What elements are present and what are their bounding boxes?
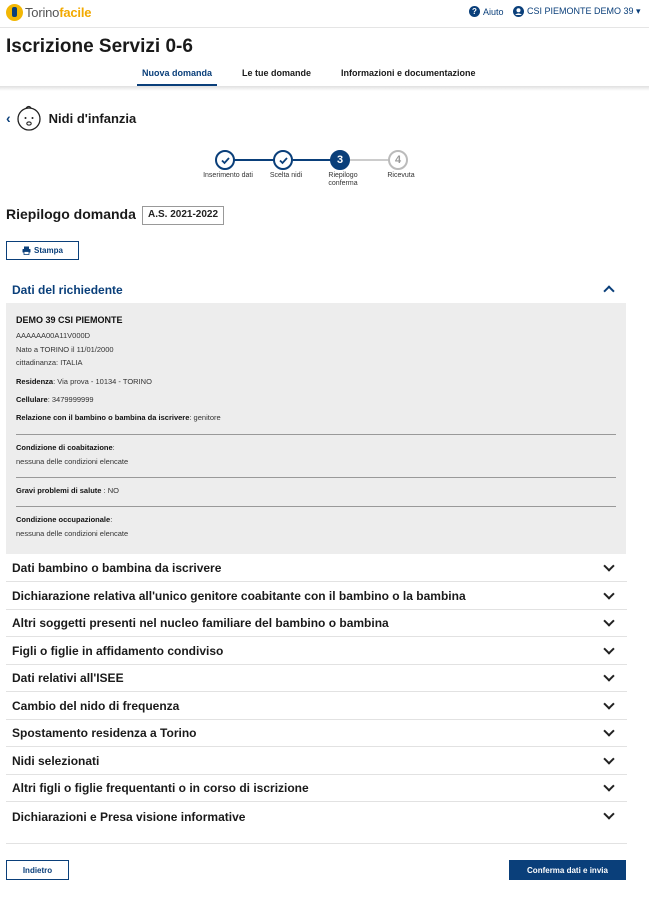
torino-logo-icon bbox=[6, 4, 23, 21]
chevron-down-icon bbox=[603, 560, 614, 571]
back-button[interactable]: Indietro bbox=[6, 860, 69, 880]
check-icon bbox=[220, 155, 231, 166]
accordion-label: Cambio del nido di frequenza bbox=[12, 699, 180, 713]
applicant-details-panel bbox=[6, 303, 626, 554]
accordion-affidamento[interactable] bbox=[6, 638, 627, 665]
accordion-label: Dati del richiedente bbox=[12, 282, 123, 297]
school-year-badge: A.S. 2021-2022 bbox=[142, 206, 224, 225]
chevron-down-icon bbox=[603, 588, 614, 599]
main-tabs bbox=[0, 64, 649, 86]
help-label: Aiuto bbox=[483, 6, 504, 17]
top-bar bbox=[0, 0, 649, 28]
step-label: Inserimento dati bbox=[203, 172, 253, 179]
tab-le-tue-domande[interactable]: Le tue domande bbox=[242, 68, 312, 78]
baby-face-icon bbox=[15, 104, 43, 132]
accordion-label: Dati bambino o bambina da iscrivere bbox=[12, 561, 222, 575]
chevron-down-icon bbox=[603, 808, 614, 819]
check-icon bbox=[278, 155, 289, 166]
divider bbox=[6, 843, 627, 844]
applicant-name: DEMO 39 CSI PIEMONTE bbox=[16, 315, 123, 325]
print-label: Stampa bbox=[34, 246, 63, 255]
step-3-circle: 3 bbox=[330, 150, 350, 170]
step-1-circle bbox=[215, 150, 235, 170]
residence: Residenza: Via prova - 10134 - TORINO bbox=[16, 377, 152, 386]
cohabitation-value: nessuna delle condizioni elencate bbox=[16, 457, 129, 466]
accordion-label: Nidi selezionati bbox=[12, 754, 100, 768]
accordion-spostamento-residenza[interactable] bbox=[6, 720, 627, 747]
divider bbox=[16, 506, 616, 507]
chevron-down-icon bbox=[603, 643, 614, 654]
step-4-circle: 4 bbox=[388, 150, 408, 170]
chevron-down-icon bbox=[603, 753, 614, 764]
logo-text: Torinofacile bbox=[25, 5, 92, 20]
accordion-label: Altri soggetti presenti nel nucleo familiare del bambino o bambina bbox=[12, 616, 389, 630]
chevron-down-icon bbox=[603, 725, 614, 736]
tab-informazioni[interactable]: Informazioni e documentazione bbox=[341, 68, 476, 78]
torinofacile-logo[interactable] bbox=[6, 4, 91, 21]
summary-title: Riepilogo domanda bbox=[6, 206, 136, 222]
step-2-circle bbox=[273, 150, 293, 170]
accordion-unico-genitore[interactable] bbox=[6, 583, 627, 610]
chevron-down-icon bbox=[603, 615, 614, 626]
cohabitation-label: Condizione di coabitazione: bbox=[16, 443, 115, 452]
step-label: Ricevuta bbox=[387, 172, 415, 179]
printer-icon bbox=[22, 246, 31, 255]
chevron-up-icon bbox=[603, 285, 614, 296]
accordion-label: Altri figli o figlie frequentanti o in corso di iscrizione bbox=[12, 781, 309, 795]
accordion-dati-richiedente[interactable] bbox=[6, 276, 627, 303]
header-shadow bbox=[0, 86, 649, 91]
accordion-altri-figli[interactable] bbox=[6, 775, 627, 802]
accordion-label: Dichiarazione relativa all'unico genitore coabitante con il bambino o la bambina bbox=[12, 589, 466, 603]
user-label: CSI PIEMONTE DEMO 39 ▾ bbox=[527, 6, 641, 16]
accordion-altri-soggetti[interactable] bbox=[6, 610, 627, 637]
step-label: Scelta nidi bbox=[269, 172, 303, 179]
accordion-nidi-selezionati[interactable] bbox=[6, 748, 627, 775]
divider bbox=[16, 477, 616, 478]
accordion-isee[interactable] bbox=[6, 665, 627, 692]
accordion-label: Dichiarazioni e Presa visione informative bbox=[12, 809, 246, 824]
chevron-down-icon bbox=[603, 698, 614, 709]
accordion-label: Dati relativi all'ISEE bbox=[12, 671, 124, 685]
tab-nuova-domanda[interactable]: Nuova domanda bbox=[142, 68, 213, 78]
accordion-cambio-nido[interactable] bbox=[6, 693, 627, 720]
birth-info: Nato a TORINO il 11/01/2000 bbox=[16, 345, 114, 354]
section-title: Nidi d'infanzia bbox=[48, 110, 137, 126]
section-header bbox=[6, 104, 136, 132]
health-problems: Gravi problemi di salute : NO bbox=[16, 486, 119, 495]
chevron-down-icon bbox=[603, 670, 614, 681]
step-label: Riepilogo conferma bbox=[328, 172, 358, 187]
citizenship: cittadinanza: ITALIA bbox=[16, 358, 83, 367]
accordion-label: Spostamento residenza a Torino bbox=[12, 726, 197, 740]
user-menu[interactable] bbox=[513, 6, 641, 17]
fiscal-code: AAAAAA00A11V000D bbox=[16, 331, 91, 340]
page-title: Iscrizione Servizi 0-6 bbox=[6, 36, 193, 57]
relation: Relazione con il bambino o bambina da iscrivere: genitore bbox=[16, 413, 221, 422]
accordion-dati-bambino[interactable] bbox=[6, 555, 627, 582]
help-link[interactable] bbox=[469, 6, 504, 17]
submit-button[interactable]: Conferma dati e invia bbox=[509, 860, 626, 880]
chevron-down-icon bbox=[603, 780, 614, 791]
occupation-value: nessuna delle condizioni elencate bbox=[16, 529, 129, 538]
occupation-label: Condizione occupazionale: bbox=[16, 515, 113, 524]
print-button[interactable] bbox=[6, 241, 79, 260]
phone: Cellulare: 3479999999 bbox=[16, 395, 94, 404]
accordion-dichiarazioni[interactable] bbox=[6, 803, 627, 830]
accordion-label: Figli o figlie in affidamento condiviso bbox=[12, 644, 224, 658]
question-icon: ? bbox=[469, 6, 480, 17]
user-icon bbox=[513, 6, 524, 17]
divider bbox=[16, 434, 616, 435]
chevron-left-icon[interactable]: ‹ bbox=[6, 110, 11, 126]
